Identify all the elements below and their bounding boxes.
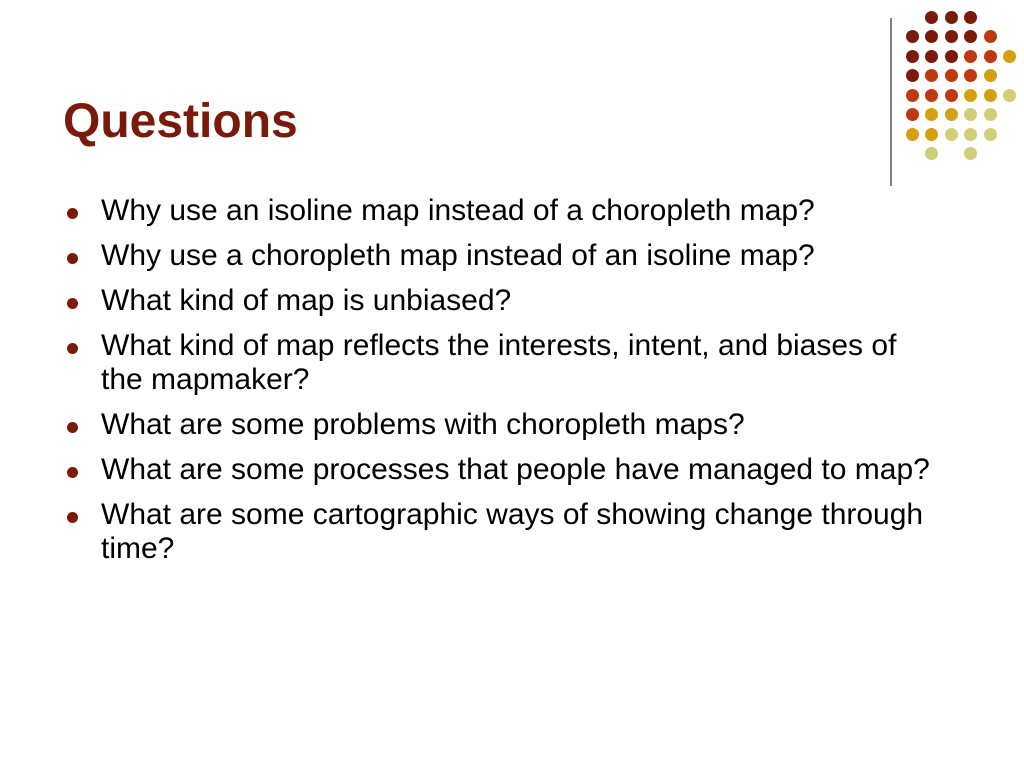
- decorative-dot: [906, 128, 919, 141]
- decorative-dot-grid: [0, 0, 1024, 200]
- bullet-icon: [67, 208, 78, 219]
- decorative-dot: [925, 128, 938, 141]
- question-item: [63, 329, 943, 397]
- decorative-dot: [945, 11, 958, 24]
- decorative-dot: [906, 50, 919, 63]
- decorative-dot: [984, 30, 997, 43]
- question-text: What kind of map reflects the interests, intent, and biases of the mapmaker?: [101, 329, 897, 396]
- bullet-icon: [67, 253, 78, 264]
- decorative-dot: [964, 147, 977, 160]
- decorative-dot: [945, 50, 958, 63]
- decorative-dot: [925, 147, 938, 160]
- decorative-dot: [984, 50, 997, 63]
- decorative-dot: [925, 30, 938, 43]
- decorative-dot: [925, 11, 938, 24]
- slide-title: Questions: [63, 95, 298, 148]
- decorative-dot: [1003, 50, 1016, 63]
- decorative-dot: [984, 128, 997, 141]
- decorative-dot: [925, 89, 938, 102]
- question-text: What are some problems with choropleth maps?: [101, 408, 745, 441]
- bullet-icon: [67, 298, 78, 309]
- decorative-dot: [964, 30, 977, 43]
- decorative-dot: [925, 108, 938, 121]
- question-text: Why use a choropleth map instead of an isoline map?: [101, 239, 815, 272]
- decorative-dot: [964, 108, 977, 121]
- decorative-dot: [945, 30, 958, 43]
- decorative-dot: [984, 89, 997, 102]
- decorative-dot: [945, 108, 958, 121]
- question-item: [63, 498, 943, 566]
- question-list: [63, 194, 943, 577]
- question-text: What are some processes that people have managed to map?: [101, 453, 930, 486]
- decorative-dot: [964, 89, 977, 102]
- decorative-dot: [964, 11, 977, 24]
- bullet-icon: [67, 467, 78, 478]
- question-item: [63, 239, 943, 273]
- bullet-icon: [67, 422, 78, 433]
- decorative-dot: [964, 128, 977, 141]
- decorative-dot: [1003, 89, 1016, 102]
- bullet-icon: [67, 512, 78, 523]
- decorative-dot: [925, 50, 938, 63]
- decorative-dot: [984, 69, 997, 82]
- question-text: Why use an isoline map instead of a choropleth map?: [101, 194, 815, 227]
- decorative-dot: [945, 89, 958, 102]
- question-item: [63, 408, 943, 442]
- question-item: [63, 284, 943, 318]
- decorative-dot: [964, 69, 977, 82]
- question-text: What kind of map is unbiased?: [101, 284, 512, 317]
- question-text: What are some cartographic ways of showing change through time?: [101, 498, 924, 565]
- decorative-dot: [925, 69, 938, 82]
- decorative-dot: [906, 108, 919, 121]
- decorative-dot: [945, 69, 958, 82]
- question-item: [63, 453, 943, 487]
- question-item: [63, 194, 943, 228]
- decorative-dot: [906, 69, 919, 82]
- decorative-dot: [906, 30, 919, 43]
- decorative-dot: [964, 50, 977, 63]
- decorative-dot: [945, 128, 958, 141]
- decorative-dot: [984, 108, 997, 121]
- bullet-icon: [67, 343, 78, 354]
- decorative-dot: [906, 89, 919, 102]
